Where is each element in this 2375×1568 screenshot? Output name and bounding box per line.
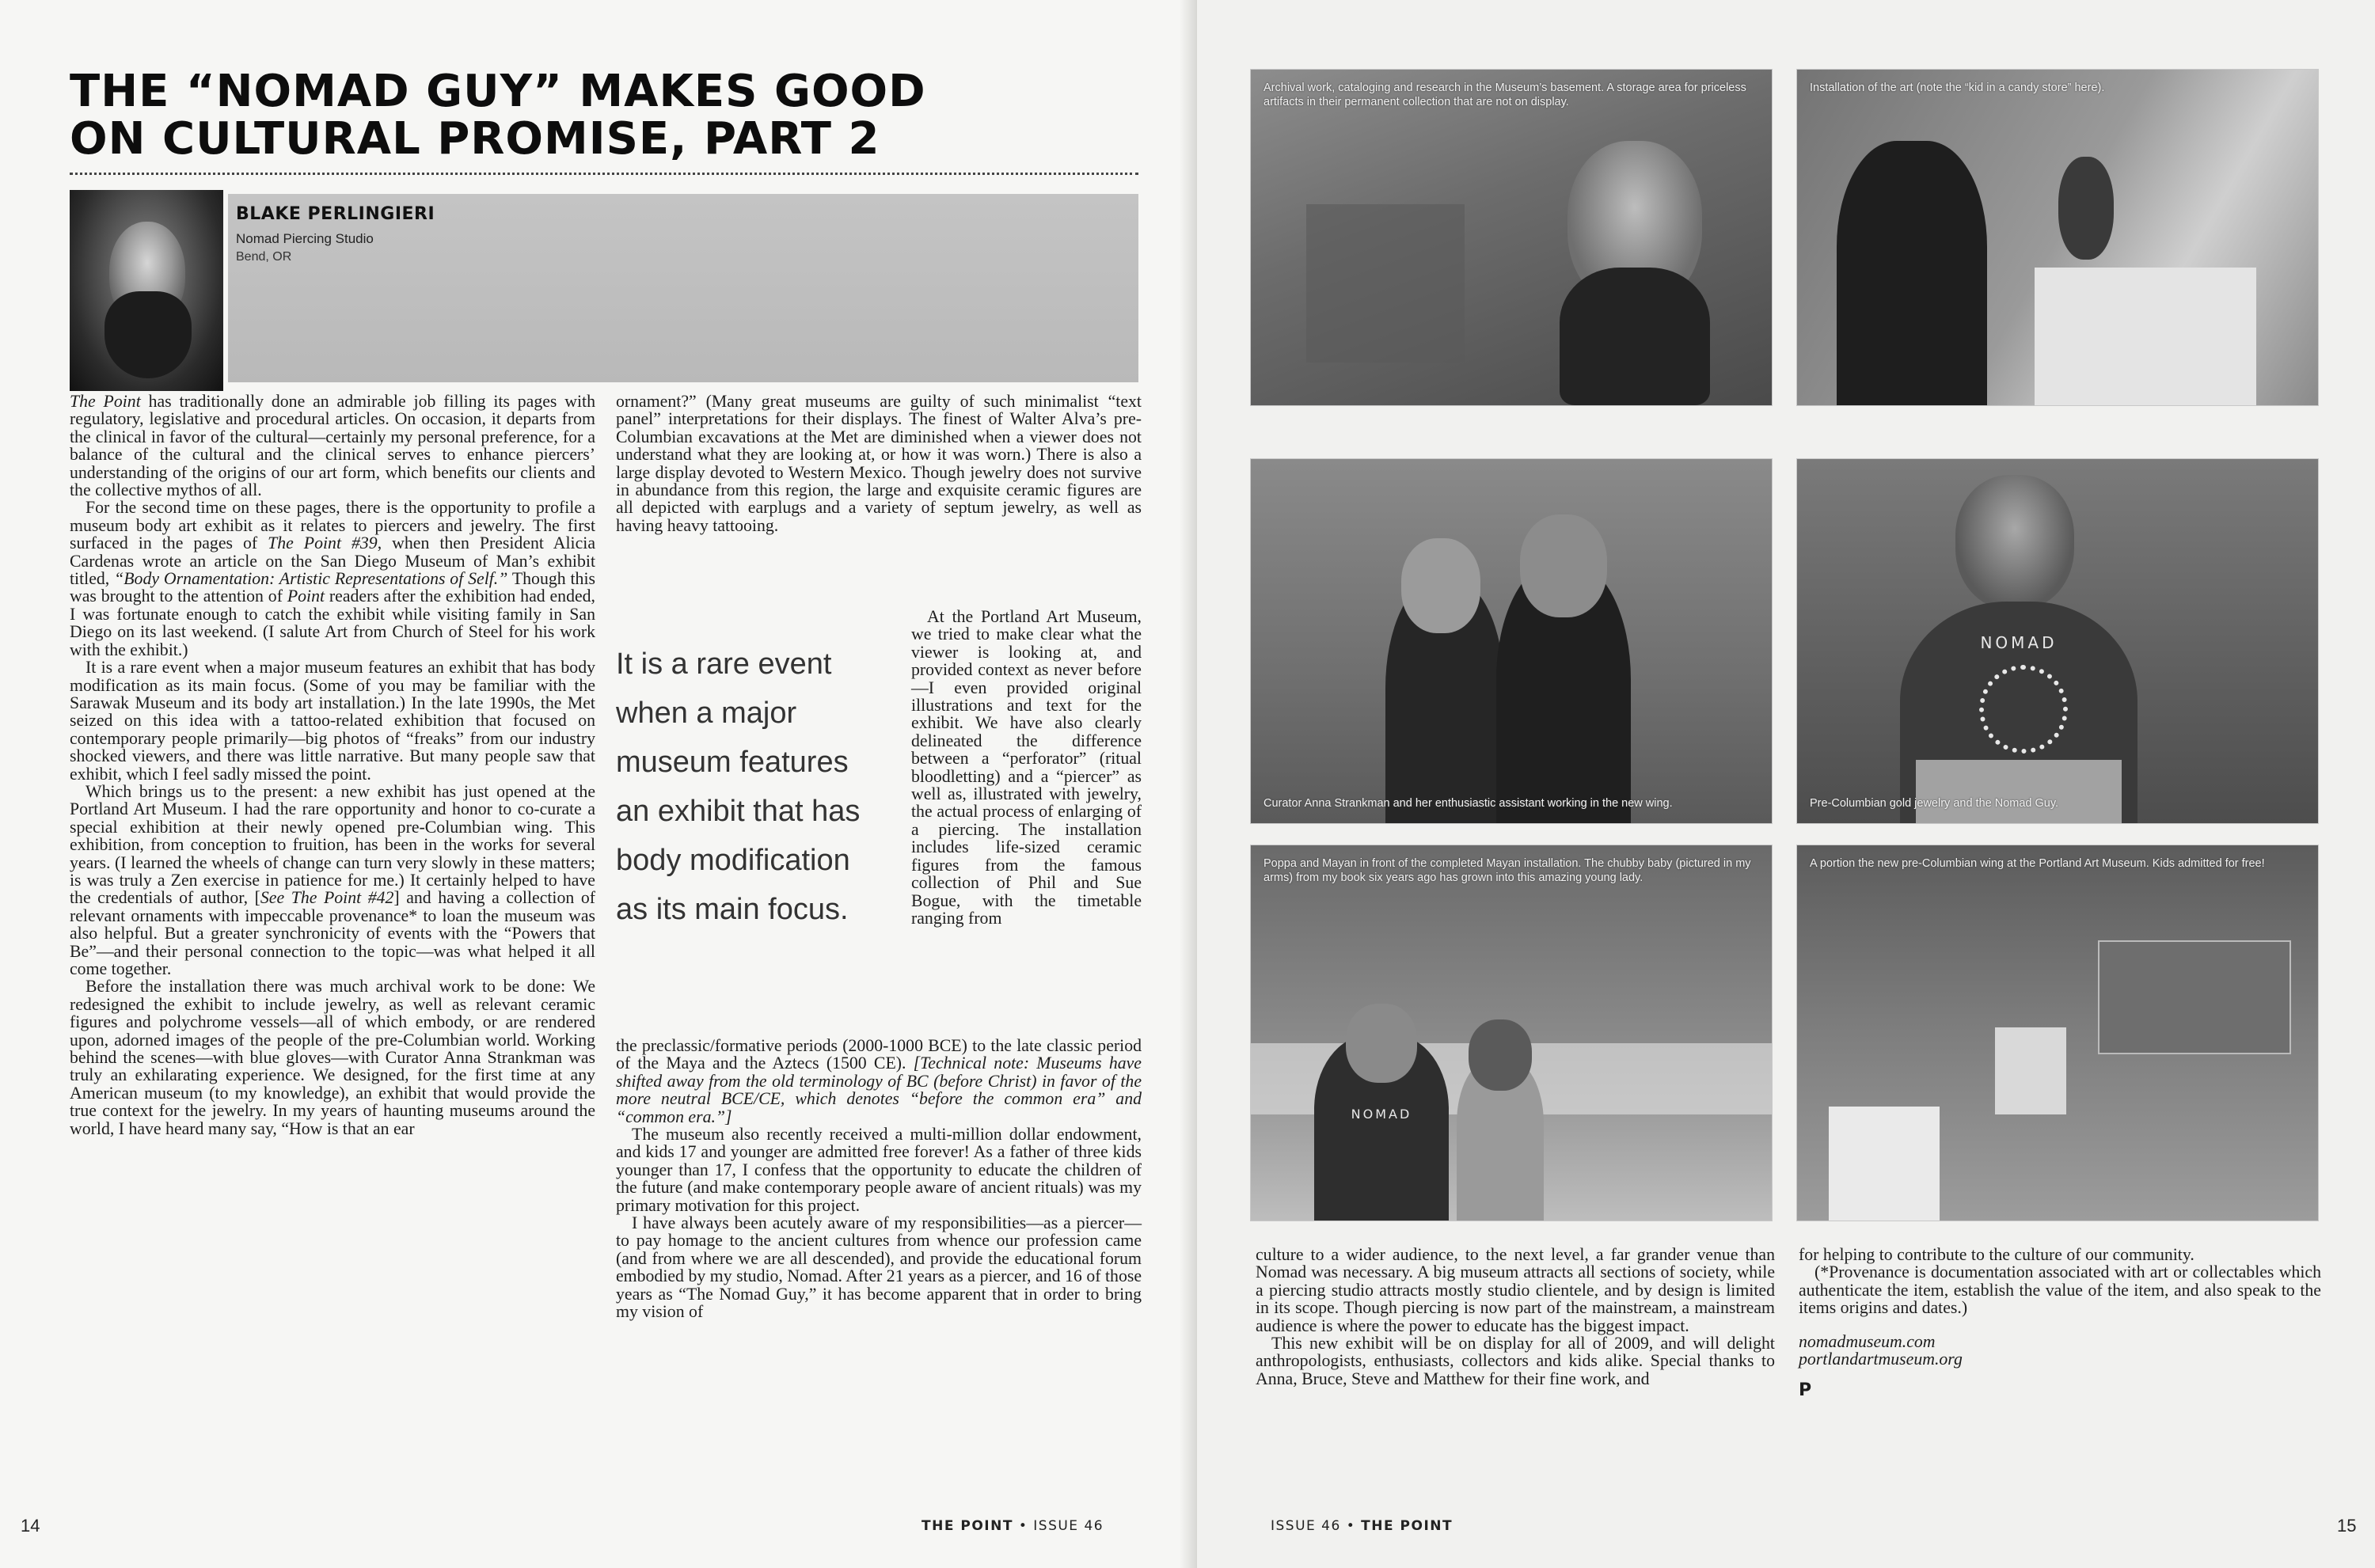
shirt-logo: NOMAD <box>1351 1107 1412 1122</box>
paragraph: At the Portland Art Museum, we tried to make clear what the viewer is looking at, and provided context as never before—I even provided original illustrations and text for the exhibit. We have also clearly delineated the difference between a “perforator” (ritual bloodletting) and a “piercer” as well as, illustrated with jewelry, the actual process of enlarging of a piercing. The installation includes life-sized ceramic figures from the famous collection of Phil and Sue Bogue, with the timetable ranging from <box>911 607 1142 928</box>
running-footer-right <box>1271 1518 1453 1534</box>
title-line-1: THE “NOMAD GUY” MAKES GOOD <box>70 66 926 117</box>
end-mark: P <box>1799 1380 1812 1401</box>
issue-label: ISSUE 46 <box>1033 1518 1104 1534</box>
author-name: BLAKE PERLINGIERI <box>236 204 435 224</box>
paragraph: It is a rare event when a major museum features an exhibit that has body modification as its main focus. (Some of you may be familiar with the Sarawak Museum and its body art installation.) In the late 1990s, the Met seized on this idea with a tattoo-related exhibition that focused on contemporary people primarily—big photos of “freaks” from our industry shocked viewers, and there was little narrative. But many people saw that exhibit, which I feel sadly missed the point. <box>70 658 595 784</box>
paragraph: for helping to contribute to the culture of our community. <box>1799 1245 2194 1264</box>
page-number-left: 14 <box>21 1516 40 1536</box>
publication-name: THE POINT <box>922 1518 1013 1534</box>
paragraph: (*Provenance is documentation associated with art or collectables which authenticate the item, establish the value of the item, and also speak to the items origins and dates.) <box>1799 1262 2321 1318</box>
body-column-3 <box>1256 1246 1775 1388</box>
display-case <box>2098 940 2291 1054</box>
assistant-face <box>1520 514 1607 617</box>
paragraph-text: readers after the exhibition had ended, I was fortunate enough to catch the exhibit while visiting family in San Diego on its last weekend. (I salute Art from Church of Steel for his work with the exhibit.) <box>70 587 595 659</box>
paragraph <box>70 499 595 659</box>
pull-quote: It is a rare event when a major museum features an exhibit that has body modification as its main focus. <box>616 647 861 926</box>
paragraph-text: For the second time on these pages, there is the opportunity to profile a museum body art exhibit as it relates to piercers and jewelry. The first surfaced in the pages of <box>70 498 595 553</box>
exhibit-title: “Body Ornamentation: Artistic Representations of Self.” <box>114 569 508 589</box>
paragraph: Before the installation there was much archival work to be done: We redesigned the exhibit to include jewelry, as well as relevant ceramic figures and polychrome vessels—all of which embody, or are rendered upon, adorned images of the people of the pre-Columbian world. Working behind the scenes—with blue gloves—with Curator Anna Strankman was truly an exhilarating experience. We designed, for the first time at any American museum (to my knowledge), an exhibit that would provide the true context for the jewelry. In my years of haunting museums around the world, I have heard many say, “How is that an ear <box>70 977 595 1138</box>
photo-installation <box>1797 70 2318 405</box>
paragraph <box>70 393 595 499</box>
title-divider <box>70 173 1138 175</box>
person-body <box>1560 268 1710 405</box>
photo-curator-assistant <box>1251 459 1772 823</box>
photo-gold-jewelry <box>1797 459 2318 823</box>
paragraph: culture to a wider audience, to the next level, a far grander venue than Nomad was necessary. A big museum attracts all sections of society, while a piercing studio attracts mostly studio clientele, and by design is limited in its scope. Though piercing is now part of the mainstream, a mainstream audience is where the power to educate has the biggest impact. <box>1256 1245 1775 1335</box>
article-title <box>70 68 940 163</box>
body-column-4 <box>1799 1246 2321 1400</box>
paragraph: I have always been acutely aware of my responsibilities—as a piercer—to pay homage to the ancient cultures from whence our profession came (and from where we are all descended), and provide the educational forum embodied by my studio, Nomad. After 21 years as a piercer, and 16 of those years as “The Nomad Guy,” it has become apparent that in order to bring my vision of <box>616 1213 1142 1322</box>
bullet: • <box>1346 1518 1356 1534</box>
link-nomad-museum[interactable]: nomadmuseum.com <box>1799 1331 1936 1351</box>
photo-caption: Curator Anna Strankman and her enthusiastic assistant working in the new wing. <box>1264 797 1673 810</box>
body-column-2-lower <box>616 1037 1142 1321</box>
paragraph-text: has traditionally done an admirable job filling its pages with regulatory, legislative and procedural articles. On occasion, it departs from the clinical in favor of the cultural—certainly my personal preference, for a balance of the cultural and the clinical serves to enhance piercers’ understanding of the origins of our art form, which benefits our clients and the collective mythos of all. <box>70 392 595 500</box>
publication-name: The Point <box>70 392 141 411</box>
technical-note: [Technical note: Museums have shifted away from the old terminology of BC (before Christ) in favor of the more neutral BCE/CE, which denotes “before the common era” and “common era.”] <box>616 1054 1142 1126</box>
jewelry-case <box>1916 760 2122 823</box>
paragraph-text: the preclassic/formative periods (2000-1000 BCE) to the late classic period of the Maya and the Aztecs (1500 CE). <box>616 1036 1142 1073</box>
photo-poppa-mayan <box>1251 845 1772 1221</box>
curator-face <box>1401 538 1480 633</box>
ceramic-figure <box>2058 157 2114 260</box>
poppa-face <box>1346 1004 1417 1083</box>
photo-caption: Archival work, cataloging and research in the Museum’s basement. A storage area for priceless artifacts in their permanent collection that are not on display. <box>1264 82 1746 108</box>
author-box <box>70 190 1138 391</box>
author-beard <box>104 291 192 378</box>
sun-emblem <box>1979 665 2068 754</box>
body-column-2-inset <box>911 608 1142 927</box>
link-list <box>1799 1333 2321 1369</box>
paragraph: The museum also recently received a multi-million dollar endowment, and kids 17 and younger are admitted free forever! As a father of three kids younger than 17, I confess that the opportunity to educate the children of the future (and make contemporary people aware of ancient rituals) was my primary motivation for this project. <box>616 1125 1142 1215</box>
paragraph-text: ] and having a collection of relevant ornaments with impeccable provenance* to loan the museum was also helpful. But a greater synchronicity of events with the “Powers that Be”—and their personal connection to the topic—was what helped it all come together. <box>70 888 595 978</box>
paragraph <box>616 1037 1142 1126</box>
paragraph-text: , when then President Alicia Cardenas wrote an article on the San Diego Museum of Man’s exhibit titled, <box>70 533 596 589</box>
photo-caption: Pre-Columbian gold jewelry and the Nomad Guy. <box>1810 797 2059 810</box>
author-studio: Nomad Piercing Studio <box>236 231 374 246</box>
publication-name: The Point #39 <box>268 533 378 553</box>
link-portland-art-museum[interactable]: portlandartmuseum.org <box>1799 1350 1963 1369</box>
shirt-logo: NOMAD <box>1980 633 2058 652</box>
photo-pre-columbian-wing <box>1797 845 2318 1221</box>
display-pedestal <box>2035 268 2256 405</box>
paragraph-text: Which brings us to the present: a new exhibit has just opened at the Portland Art Museum. I had the rare opportunity and honor to co-curate a special exhibition at their newly opened pre-Columbian wing. This exhibition, from conception to fruition, has been in the works for several years. (I learned the wheels of change can turn very slowly in these matters; is was truly a Zen exercise in patience for me.) It certainly helped to have the credentials of author, [ <box>70 781 595 908</box>
bullet: • <box>1018 1518 1028 1534</box>
author-city: Bend, OR <box>236 250 292 264</box>
publication-name: Point <box>287 587 325 606</box>
display-pedestal <box>1995 1027 2066 1114</box>
body-column-1 <box>70 393 595 1137</box>
storage-shelves <box>1306 204 1465 363</box>
paragraph <box>70 783 595 978</box>
issue-label: ISSUE 46 <box>1271 1518 1341 1534</box>
photo-archival-work <box>1251 70 1772 405</box>
running-footer-left <box>922 1518 1104 1534</box>
person-silhouette <box>1837 141 1987 405</box>
mayan-face <box>1469 1019 1532 1091</box>
page-number-right: 15 <box>2337 1516 2357 1536</box>
paragraph: This new exhibit will be on display for all of 2009, and will delight anthropologists, enthusiasts, collectors and kids alike. Special thanks to Anna, Bruce, Steve and Matthew for their fine work, and <box>1256 1334 1775 1388</box>
author-photo <box>70 190 223 391</box>
person-face <box>1955 475 2074 609</box>
photo-caption: Installation of the art (note the “kid in a candy store” here). <box>1810 82 2105 94</box>
photo-caption: A portion the new pre-Columbian wing at the Portland Art Museum. Kids admitted for free! <box>1810 857 2265 870</box>
display-pedestal <box>1829 1107 1940 1221</box>
photo-caption: Poppa and Mayan in front of the completed Mayan installation. The chubby baby (pictured in my arms) from my book six years ago has grown into this amazing young lady. <box>1264 857 1751 884</box>
body-column-2 <box>616 393 1142 534</box>
title-line-2: ON CULTURAL PROMISE, PART 2 <box>70 113 880 165</box>
reference: See The Point #42 <box>260 888 394 908</box>
paragraph: ornament?” (Many great museums are guilty of such minimalist “text panel” interpretations for their displays. The finest of Walter Alva’s pre-Columbian excavations at the Met are diminished when a viewer does not understand what they are looking at, or how it was worn.) There is also a large display devoted to Western Mexico. Though jewelry does not survive in abundance from this region, the large and exquisite ceramic figures are all depicted with earplugs and a variety of septum jewelry, as well as having heavy tattooing. <box>616 392 1142 535</box>
paragraph-text: Though this was brought to the attention of <box>70 569 595 606</box>
publication-name: THE POINT <box>1361 1518 1454 1534</box>
